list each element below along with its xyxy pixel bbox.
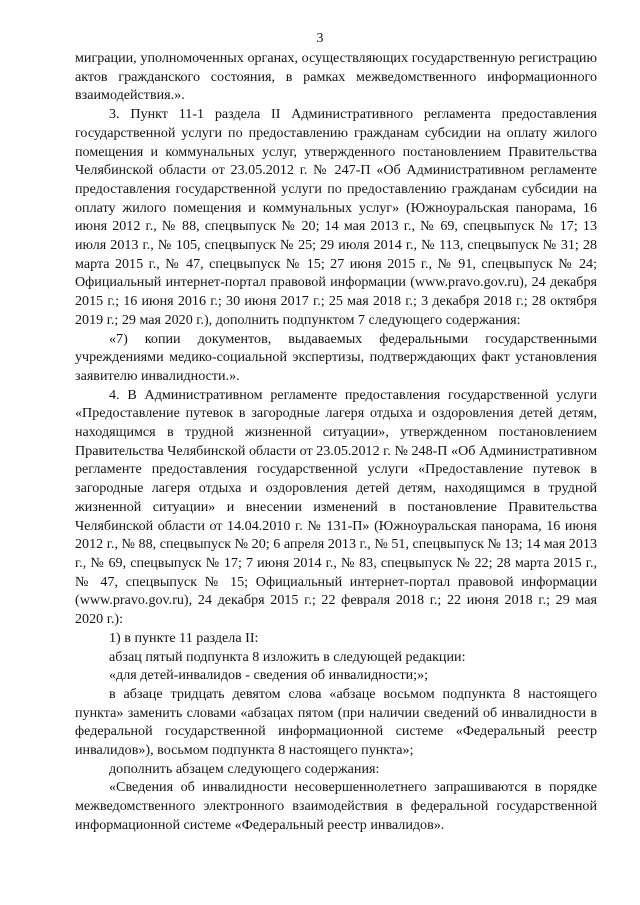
paragraph-subitem-7-quote: «7) копии документов, выдаваемых федеральными государственными учреждениями медико-социальной экспертизы, подтверждающих факт установления заявителю инвалидности.».	[75, 330, 597, 384]
paragraph-subitem-1: 1) в пункте 11 раздела II:	[109, 629, 259, 646]
paragraph-continuation: миграции, уполномоченных органах, осуществляющих государственную регистрацию актов гражданского состояния, в рамках межведомственного информационного взаимодействия.».	[75, 50, 597, 104]
paragraph-add-abzac: дополнить абзацем следующего содержания:	[109, 760, 380, 777]
paragraph-quote-disabled-children: «для детей-инвалидов - сведения об инвалидности;»;	[109, 667, 429, 684]
paragraph-item-4: 4. В Административном регламенте предоставления государственной услуги «Предоставление путевок в загородные лагеря отдыха и оздоровления детей детям, находящимся в трудной жизненной ситуации», утвержденном постановлением Правительства Челябинской области от 23.05.2012 г. № 248-П «Об Административном регламенте предоставления государственной услуги «Предоставление путевок в загородные лагеря отдыха и оздоровления детей детям, находящимся в трудной жизненной ситуации» и внесении изменений в постановление Правительства Челябинской области от 14.04.2010 г. № 131-П» (Южноуральская панорама, 16 июня 2012 г., № 88, спецвыпуск № 20; 6 апреля 2013 г., № 51, спецвыпуск № 13; 14 мая 2013 г., № 69, спецвыпуск № 17; 7 июня 2014 г., № 83, спецвыпуск № 22; 28 марта 2015 г., № 47, спецвыпуск № 15; Официальный интернет-портал правовой информации (www.pravo.gov.ru), 24 декабря 2015 г.; 22 февраля 2018 г.; 22 июня 2018 г.; 29 мая 2020 г.):	[75, 386, 597, 628]
page-number: 3	[316, 31, 324, 46]
document-body	[75, 49, 597, 835]
paragraph-quote-registry: «Сведения об инвалидности несовершеннолетнего запрашиваются в порядке межведомственного электронного взаимодействия в федеральной государственной информационной системе «Федеральный реестр инвалидов».	[75, 779, 597, 833]
paragraph-abzac-5: абзац пятый подпункта 8 изложить в следующей редакции:	[109, 648, 466, 665]
paragraph-abzac-39: в абзаце тридцать девятом слова «абзаце восьмом подпункта 8 настоящего пункта» заменить словами «абзацах пятом (при наличии сведений об инвалидности в федеральной государственной информационной системе «Федеральный реестр инвалидов»), восьмом подпункта 8 настоящего пункта»;	[75, 685, 597, 759]
paragraph-item-3: 3. Пункт 11-1 раздела II Административного регламента предоставления государственной услуги по предоставлению гражданам субсидии на оплату жилого помещения и коммунальных услуг, утвержденного постановлением Правительства Челябинской области от 23.05.2012 г. № 247-П «Об Административном регламенте предоставления государственной услуги по предоставлению гражданам субсидии на оплату жилого помещения и коммунальных услуг» (Южноуральская панорама, 16 июня 2012 г., № 88, спецвыпуск № 20; 14 мая 2013 г., № 69, спецвыпуск № 17; 13 июля 2013 г., № 105, спецвыпуск № 25; 29 июля 2014 г., № 113, спецвыпуск № 31; 28 марта 2015 г., № 47, спецвыпуск № 15; 27 июня 2015 г., № 91, спецвыпуск № 24; Официальный интернет-портал правовой информации (www.pravo.gov.ru), 24 декабря 2015 г.; 16 июня 2016 г.; 30 июня 2017 г.; 25 мая 2018 г.; 3 декабря 2018 г.; 28 октября 2019 г.; 29 мая 2020 г.), дополнить подпунктом 7 следующего содержания:	[75, 106, 597, 328]
